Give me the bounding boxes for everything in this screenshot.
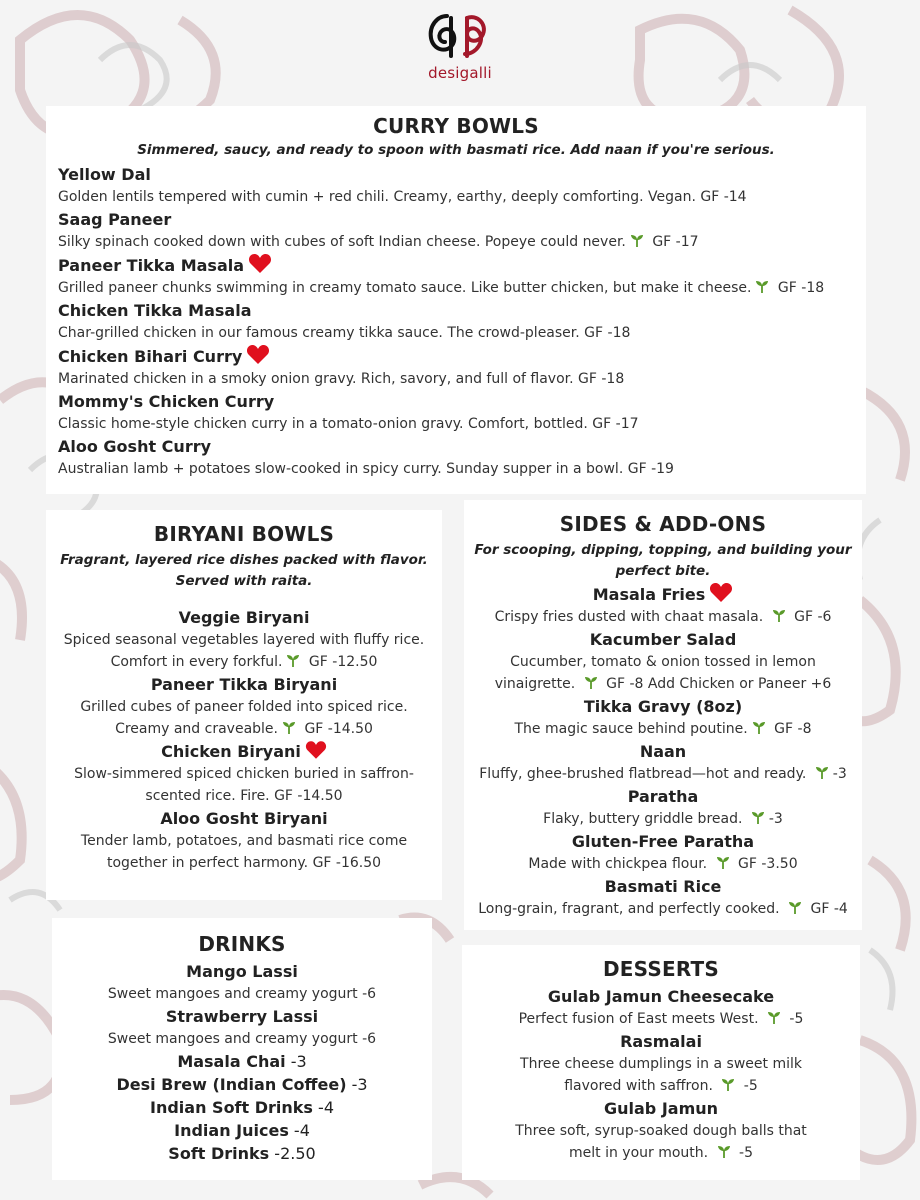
menu-item-name: Strawberry Lassi [165,1007,319,1026]
drinks-section [52,918,432,1180]
desc-text: Crispy fries dusted with chaat masala. [494,609,768,625]
menu-item-desc: scented rice. Fire. GF -14.50 [145,788,343,804]
desc-text: Creamy and craveable. [115,721,278,737]
vegetarian-sprout-icon [720,1076,736,1092]
menu-item-desc [464,718,862,740]
menu-item-desc [58,277,866,299]
biryani-list [46,606,442,874]
brand-logo [420,10,500,95]
desc-text: Grilled paneer chunks swimming in creamy tomato sauce. Like butter chicken, but make it cheese. [58,280,752,296]
menu-item-desc [462,1075,860,1097]
menu-item-desc: together in perfect harmony. GF -16.50 [106,855,382,871]
desc-text: Silky spinach cooked down with cubes of soft Indian cheese. Popeye could never. [58,234,626,250]
desc-text: Long-grain, fragrant, and perfectly cooked. [478,901,785,917]
menu-item-name: Veggie Biryani [178,608,310,627]
menu-item-desc [464,898,862,920]
price-text: -5 [734,1145,753,1161]
menu-item-desc: Tender lamb, potatoes, and basmati rice come [80,833,408,849]
menu-item-desc [462,1008,860,1030]
drinks-list [52,960,432,1165]
price-text: GF -17 [647,234,699,250]
vegetarian-sprout-icon [583,674,599,690]
favorite-heart-icon [246,344,270,365]
curry-bowls-section [46,106,866,494]
menu-item-desc: Sweet mangoes and creamy yogurt -6 [107,1031,377,1047]
menu-item-desc [462,1142,860,1164]
vegetarian-sprout-icon [750,809,766,825]
section-subtitle: Served with raita. [175,573,313,589]
desc-text: Flaky, buttery griddle bread. [543,811,747,827]
menu-item-name: Kacumber Salad [589,630,737,649]
menu-item-name: Aloo Gosht Biryani [160,809,328,828]
desserts-list [462,985,860,1164]
favorite-heart-icon [248,253,272,274]
price-text: GF -8 [769,721,812,737]
menu-item-desc: Three soft, syrup-soaked dough balls that [515,1123,807,1139]
menu-item-desc [464,673,862,695]
desc-text: Fluffy, ghee-brushed flatbread—hot and ready. [479,766,811,782]
vegetarian-sprout-icon [787,899,803,915]
vegetarian-sprout-icon [285,652,301,668]
menu-item-name [52,1142,432,1165]
menu-item-desc: Marinated chicken in a smoky onion gravy. Rich, savory, and full of flavor. GF -18 [58,371,625,387]
menu-item-name: Tikka Gravy (8oz) [583,697,743,716]
vegetarian-sprout-icon [771,607,787,623]
desserts-section [462,945,860,1180]
section-title: SIDES & ADD-ONS [559,512,767,536]
vegetarian-sprout-icon [751,719,767,735]
menu-item-desc: Spiced seasonal vegetables layered with fluffy rice. [63,632,425,648]
price-text: -3 [832,766,847,782]
menu-item-name: Paratha [627,787,699,806]
menu-item-name: Gulab Jamun [603,1099,719,1118]
menu-item-name: Saag Paneer [58,210,172,229]
item-name-text: Chicken Biryani [161,742,301,761]
menu-item-desc [464,606,862,628]
desc-text: vinaigrette. [494,676,580,692]
menu-item-desc: Cucumber, tomato & onion tossed in lemon [510,654,816,670]
favorite-heart-icon [305,740,327,760]
price-text: GF -18 [773,280,825,296]
menu-item-desc [58,231,866,253]
sides-list [464,582,862,920]
price-text: -5 [784,1011,804,1027]
menu-item-desc: Sweet mangoes and creamy yogurt -6 [107,986,377,1002]
menu-item-desc [46,718,442,740]
item-name-text: Chicken Bihari Curry [58,347,243,366]
menu-item-name [52,1050,432,1073]
price-text: GF -4 [806,901,848,917]
section-title: DRINKS [198,932,286,956]
section-subtitle: Fragrant, layered rice dishes packed with flavor. [60,552,428,568]
menu-item-name [52,1073,432,1096]
price-text: GF -8 Add Chicken or Paneer +6 [601,676,832,692]
favorite-heart-icon [709,582,733,603]
price-text: -3 [285,1052,307,1071]
biryani-bowls-section [46,510,442,900]
menu-item-name: Paneer Tikka Biryani [150,675,338,694]
vegetarian-sprout-icon [754,278,770,294]
logo-wordmark [420,64,500,82]
vegetarian-sprout-icon [716,1143,732,1159]
section-title: CURRY BOWLS [373,114,539,138]
menu-item-desc: Char-grilled chicken in our famous creamy tikka sauce. The crowd-pleaser. GF -18 [58,325,631,341]
menu-item-desc: Golden lentils tempered with cumin + red chili. Creamy, earthy, deeply comforting. Vegan. GF -14 [58,189,747,205]
menu-item-name [58,253,866,277]
vegetarian-sprout-icon [281,719,297,735]
desc-text: The magic sauce behind poutine. [514,721,748,737]
menu-item-name: Chicken Tikka Masala [58,301,252,320]
menu-item-desc: Three cheese dumplings in a sweet milk [520,1056,802,1072]
menu-item-desc [464,853,862,875]
curry-list [46,163,866,480]
menu-item-name [52,1096,432,1119]
sides-addons-section [464,500,862,930]
price-text: GF -14.50 [300,721,373,737]
menu-item-desc: Grilled cubes of paneer folded into spiced rice. [80,699,408,715]
menu-item-name: Mommy's Chicken Curry [58,392,275,411]
desc-text: Comfort in every forkful. [110,654,283,670]
item-name-text: Masala Chai [177,1052,286,1071]
price-text: -2.50 [269,1144,316,1163]
vegetarian-sprout-icon [629,232,645,248]
section-title: BIRYANI BOWLS [153,522,335,546]
logo-text-desi: desi [428,64,460,82]
menu-item-name: Rasmalai [620,1032,702,1051]
menu-item-name [464,582,862,606]
desc-text: Perfect fusion of East meets West. [518,1011,763,1027]
item-name-text: Indian Juices [174,1121,289,1140]
price-text: -5 [739,1078,758,1094]
price-text: GF -12.50 [304,654,378,670]
vegetarian-sprout-icon [715,854,731,870]
desc-text: melt in your mouth. [569,1145,713,1161]
price-text: GF -3.50 [733,856,798,872]
price-text: -3 [768,811,783,827]
price-text: GF -6 [789,609,832,625]
section-title: DESSERTS [603,957,719,981]
vegetarian-sprout-icon [814,764,830,780]
price-text: -3 [346,1075,368,1094]
menu-item-name: Gulab Jamun Cheesecake [547,987,775,1006]
item-name-text: Indian Soft Drinks [150,1098,313,1117]
item-name-text: Masala Fries [592,585,706,604]
section-subtitle: Simmered, saucy, and ready to spoon with basmati rice. Add naan if you're serious. [137,142,775,158]
menu-item-desc [46,651,442,673]
section-subtitle: For scooping, dipping, topping, and building your [474,542,852,558]
menu-item-name: Aloo Gosht Curry [58,437,212,456]
item-name-text: Soft Drinks [168,1144,270,1163]
desc-text: Made with chickpea flour. [528,856,712,872]
price-text: -4 [312,1098,334,1117]
logo-mark-icon [425,10,495,62]
menu-item-name: Yellow Dal [58,165,151,184]
menu-item-name [58,344,866,368]
item-name-text: Paneer Tikka Masala [58,256,245,275]
menu-item-desc: Slow-simmered spiced chicken buried in saffron- [74,766,414,782]
menu-item-name [46,740,442,763]
menu-item-desc [464,808,862,830]
desc-text: flavored with saffron. [564,1078,718,1094]
price-text: -4 [288,1121,310,1140]
menu-item-name: Basmati Rice [604,877,722,896]
menu-item-name [52,1119,432,1142]
vegetarian-sprout-icon [766,1009,782,1025]
menu-item-name: Mango Lassi [186,962,298,981]
item-name-text: Desi Brew (Indian Coffee) [116,1075,347,1094]
menu-item-name: Gluten-Free Paratha [571,832,755,851]
logo-text-galli: galli [459,64,492,82]
menu-item-desc: Australian lamb + potatoes slow-cooked in spicy curry. Sunday supper in a bowl. GF -19 [58,461,674,477]
section-subtitle: perfect bite. [615,563,711,579]
menu-item-desc [464,763,862,785]
menu-item-name: Naan [639,742,687,761]
menu-item-desc: Classic home-style chicken curry in a tomato-onion gravy. Comfort, bottled. GF -17 [58,416,639,432]
